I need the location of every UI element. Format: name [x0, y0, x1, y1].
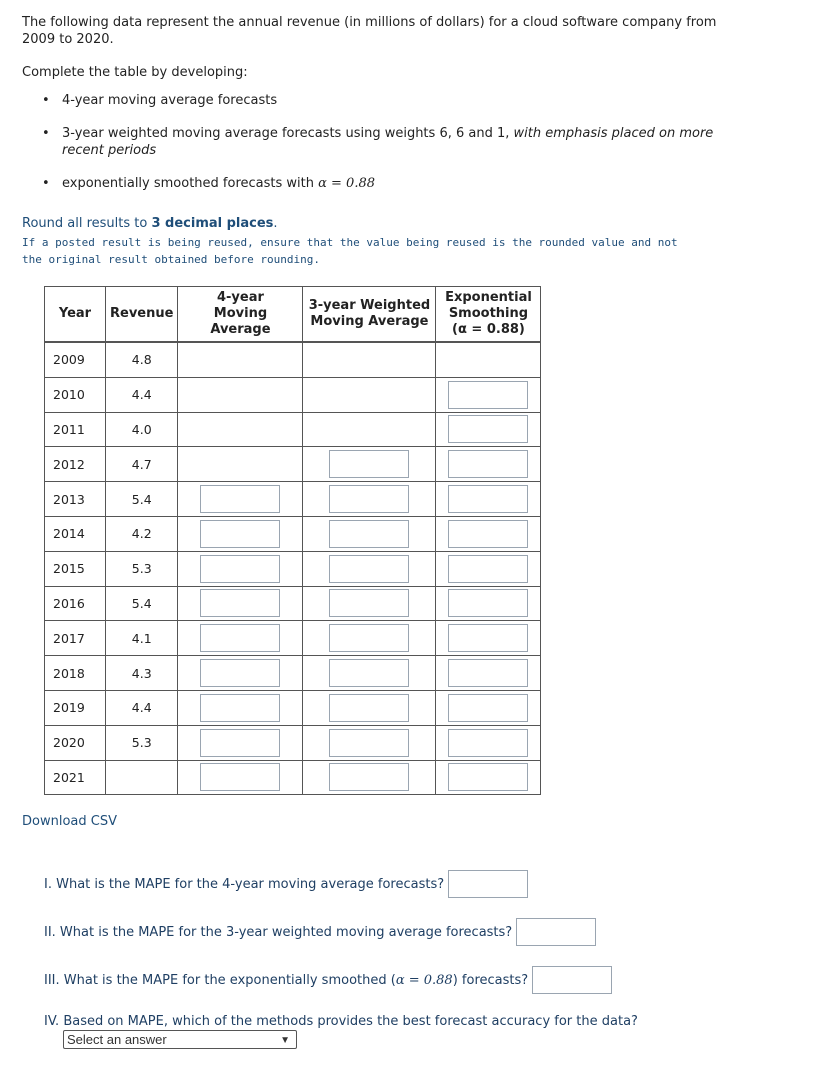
task-3yr-wma: • 3-year weighted moving average forecasts using weights 6, 6 and 1, with emphasis placed on more recent periods — [62, 125, 742, 159]
exp-cell — [436, 586, 541, 621]
table-row — [45, 482, 541, 517]
best-method-select[interactable]: Select an answer ▼ — [63, 1030, 297, 1049]
ma4-input[interactable] — [200, 763, 280, 791]
ma4-cell — [178, 760, 303, 795]
wma3-cell — [303, 516, 436, 551]
exp-input[interactable] — [448, 555, 528, 583]
wma3-cell — [303, 621, 436, 656]
revenue-cell: 5.4 — [106, 586, 178, 621]
wma3-cell — [303, 412, 436, 447]
exp-cell — [436, 516, 541, 551]
wma3-cell — [303, 725, 436, 760]
ma4-cell — [178, 586, 303, 621]
table-row — [45, 551, 541, 586]
table-row — [45, 342, 541, 377]
exp-input[interactable] — [448, 485, 528, 513]
wma3-input[interactable] — [329, 485, 409, 513]
wma3-input[interactable] — [329, 763, 409, 791]
exp-cell — [436, 760, 541, 795]
ma4-cell — [178, 690, 303, 725]
exp-cell — [436, 447, 541, 482]
ma4-cell — [178, 377, 303, 412]
ma4-cell — [178, 447, 303, 482]
complete-instruction: Complete the table by developing: — [22, 65, 248, 80]
q1-answer-input[interactable] — [448, 870, 528, 898]
task-list — [22, 92, 742, 208]
exp-input[interactable] — [448, 520, 528, 548]
table-row — [45, 586, 541, 621]
revenue-cell: 4.4 — [106, 377, 178, 412]
revenue-cell: 4.1 — [106, 621, 178, 656]
year-cell: 2013 — [45, 482, 106, 517]
table-row — [45, 412, 541, 447]
table-row — [45, 621, 541, 656]
revenue-cell: 4.8 — [106, 342, 178, 377]
exp-input[interactable] — [448, 415, 528, 443]
year-cell: 2021 — [45, 760, 106, 795]
ma4-cell — [178, 342, 303, 377]
revenue-cell — [106, 760, 178, 795]
ma4-input[interactable] — [200, 624, 280, 652]
exp-input[interactable] — [448, 659, 528, 687]
wma3-cell — [303, 760, 436, 795]
year-cell: 2012 — [45, 447, 106, 482]
task-4yr-ma: • 4-year moving average forecasts — [62, 92, 742, 109]
header-exp-smoothing: Exponential Smoothing (α = 0.88) — [436, 287, 541, 343]
question-4: IV. Based on MAPE, which of the methods provides the best forecast accuracy for the data? — [44, 1014, 638, 1029]
ma4-input[interactable] — [200, 659, 280, 687]
header-revenue: Revenue — [106, 287, 178, 343]
table-row — [45, 377, 541, 412]
ma4-input[interactable] — [200, 694, 280, 722]
ma4-cell — [178, 551, 303, 586]
table-row — [45, 656, 541, 691]
reuse-note: If a posted result is being reused, ensure that the value being reused is the rounded value and not the original result obtained before rounding. — [22, 236, 678, 266]
year-cell: 2009 — [45, 342, 106, 377]
exp-cell — [436, 482, 541, 517]
table-row — [45, 516, 541, 551]
wma3-cell — [303, 690, 436, 725]
chevron-down-icon: ▼ — [280, 1035, 290, 1046]
header-year: Year — [45, 287, 106, 343]
exp-input[interactable] — [448, 381, 528, 409]
exp-cell — [436, 412, 541, 447]
question-2: II. What is the MAPE for the 3-year weighted moving average forecasts? — [44, 918, 596, 946]
exp-input[interactable] — [448, 450, 528, 478]
wma3-input[interactable] — [329, 589, 409, 617]
exp-input[interactable] — [448, 589, 528, 617]
revenue-cell: 4.7 — [106, 447, 178, 482]
ma4-cell — [178, 412, 303, 447]
year-cell: 2017 — [45, 621, 106, 656]
year-cell: 2018 — [45, 656, 106, 691]
wma3-input[interactable] — [329, 450, 409, 478]
year-cell: 2010 — [45, 377, 106, 412]
ma4-cell — [178, 621, 303, 656]
ma4-cell — [178, 516, 303, 551]
revenue-cell: 5.3 — [106, 725, 178, 760]
wma3-cell — [303, 342, 436, 377]
wma3-cell — [303, 482, 436, 517]
year-cell: 2015 — [45, 551, 106, 586]
exp-cell — [436, 725, 541, 760]
ma4-input[interactable] — [200, 555, 280, 583]
revenue-cell: 4.4 — [106, 690, 178, 725]
revenue-cell: 5.4 — [106, 482, 178, 517]
header-3yr-wma: 3-year Weighted Moving Average — [303, 287, 436, 343]
question-1: I. What is the MAPE for the 4-year moving average forecasts? — [44, 870, 528, 898]
year-cell: 2019 — [45, 690, 106, 725]
download-csv-link[interactable]: Download CSV — [22, 814, 117, 829]
exp-input[interactable] — [448, 763, 528, 791]
table-row — [45, 447, 541, 482]
ma4-input[interactable] — [200, 729, 280, 757]
wma3-input[interactable] — [329, 520, 409, 548]
exp-cell — [436, 377, 541, 412]
table-row — [45, 760, 541, 795]
question-3: III. What is the MAPE for the exponentially smoothed ( α = 0.88 ) forecasts? — [44, 966, 612, 994]
ma4-input[interactable] — [200, 485, 280, 513]
rounding-instruction: Round all results to 3 decimal places. — [22, 216, 278, 231]
wma3-input[interactable] — [329, 555, 409, 583]
intro-text: The following data represent the annual revenue (in millions of dollars) for a cloud software company from 2009 to 2020. — [22, 15, 717, 47]
q3-answer-input[interactable] — [532, 966, 612, 994]
wma3-cell — [303, 447, 436, 482]
revenue-cell: 4.2 — [106, 516, 178, 551]
year-cell: 2016 — [45, 586, 106, 621]
q2-answer-input[interactable] — [516, 918, 596, 946]
wma3-cell — [303, 551, 436, 586]
task-exp-smoothing: • exponentially smoothed forecasts with α = 0.88 — [62, 175, 742, 192]
exp-cell — [436, 656, 541, 691]
wma3-input[interactable] — [329, 694, 409, 722]
wma3-input[interactable] — [329, 624, 409, 652]
table-row — [45, 725, 541, 760]
revenue-cell: 4.3 — [106, 656, 178, 691]
exp-cell — [436, 342, 541, 377]
exp-input[interactable] — [448, 694, 528, 722]
wma3-cell — [303, 377, 436, 412]
year-cell: 2020 — [45, 725, 106, 760]
ma4-cell — [178, 725, 303, 760]
exp-cell — [436, 551, 541, 586]
exp-input[interactable] — [448, 729, 528, 757]
revenue-cell: 5.3 — [106, 551, 178, 586]
ma4-cell — [178, 482, 303, 517]
wma3-cell — [303, 586, 436, 621]
ma4-input[interactable] — [200, 520, 280, 548]
wma3-input[interactable] — [329, 729, 409, 757]
header-4yr-ma: 4-year Moving Average — [178, 287, 303, 343]
exp-input[interactable] — [448, 624, 528, 652]
year-cell: 2014 — [45, 516, 106, 551]
forecast-table — [44, 286, 541, 795]
wma3-cell — [303, 656, 436, 691]
table-row — [45, 690, 541, 725]
exp-cell — [436, 690, 541, 725]
wma3-input[interactable] — [329, 659, 409, 687]
exp-cell — [436, 621, 541, 656]
revenue-cell: 4.0 — [106, 412, 178, 447]
ma4-input[interactable] — [200, 589, 280, 617]
year-cell: 2011 — [45, 412, 106, 447]
ma4-cell — [178, 656, 303, 691]
